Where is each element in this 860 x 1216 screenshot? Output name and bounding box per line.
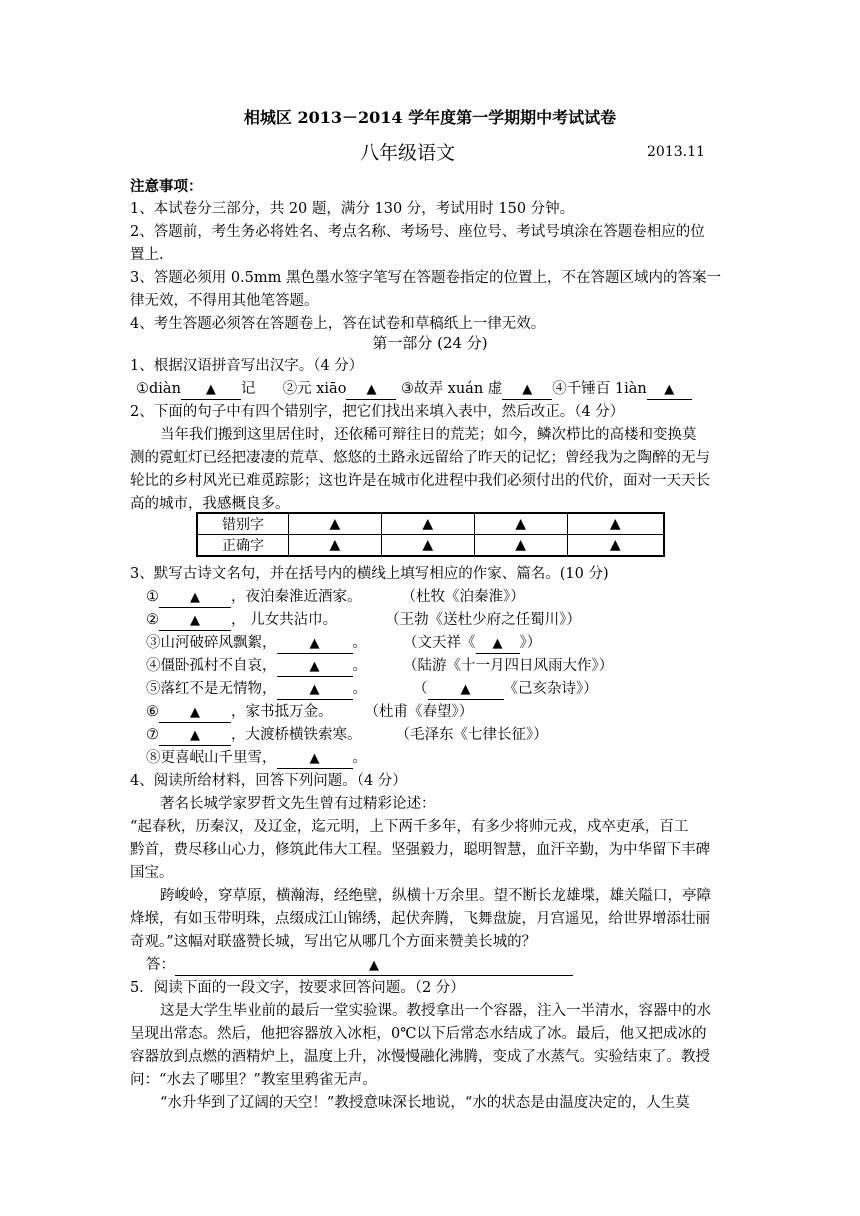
q3-line-2 <box>146 609 581 632</box>
triangle-marker: ▲ <box>422 516 434 532</box>
table-row <box>197 513 664 535</box>
q3-num: ⑥ <box>146 704 159 720</box>
triangle-marker: ▲ <box>609 537 621 553</box>
error-correction-table <box>196 512 665 557</box>
triangle-marker: ▲ <box>190 590 200 605</box>
q5-para-1: 这是大学生毕业前的最后一堂实验课。教授拿出一个容器，注入一半清水，容器中的水 <box>160 1003 711 1019</box>
triangle-marker: ▲ <box>190 728 200 743</box>
note-2a: 2、答题前，考生务必将姓名、考点名称、考场号、座位号、考试号填涂在答题卷相应的位 <box>130 224 705 240</box>
row-header-correct: 正确字 <box>197 535 289 557</box>
triangle-marker: ▲ <box>309 659 320 674</box>
table-row <box>197 535 664 557</box>
triangle-marker: ▲ <box>609 516 621 532</box>
q3-end: 。 <box>352 658 367 674</box>
q3-num: ② <box>146 612 159 628</box>
triangle-marker: ▲ <box>422 537 434 553</box>
answer-label: 答： <box>146 957 175 973</box>
triangle-marker: ▲ <box>309 751 320 766</box>
q3-end: 。 <box>352 750 367 766</box>
answer-cell[interactable] <box>381 513 474 535</box>
q1-items <box>136 378 692 401</box>
q3-blank-6[interactable] <box>159 703 231 723</box>
q3-text: ，夜泊秦淮近酒家。 <box>231 589 362 605</box>
q2-para-2: 测的霓虹灯已经把凄凄的荒草、悠悠的土路永远留给了昨天的记忆；曾经我为之陶醉的无与 <box>130 450 710 466</box>
q3-text: ⑧更喜岷山千里雪， <box>146 750 277 766</box>
triangle-marker: ▲ <box>366 382 377 397</box>
triangle-marker: ▲ <box>329 537 341 553</box>
triangle-marker: ▲ <box>190 613 200 628</box>
q3-text: ， 儿女共沾巾。 <box>231 612 338 628</box>
q2-stem: 2、下面的句子中有四个错别字，把它们找出来填入表中，然后改正。（4 分） <box>130 404 625 420</box>
q3-source-end: 》） <box>519 635 542 651</box>
q3-line-8 <box>146 747 367 770</box>
q3-source: （ <box>413 681 428 697</box>
q3-blank-5-author[interactable] <box>428 680 504 700</box>
q4-para-3: 国宝。 <box>130 865 174 881</box>
q5-para-2: 呈现出常态。然后，他把容器放入冰柜，0℃以下后常态水结成了冰。最后，他又把成冰的 <box>130 1026 707 1042</box>
q3-blank-8[interactable] <box>277 749 353 769</box>
q3-source: （毛泽东《七律长征》） <box>395 727 548 743</box>
answer-cell[interactable] <box>474 513 567 535</box>
q3-source: （王勃《送杜少府之任蜀川》） <box>385 612 581 628</box>
q1-a-pinyin: ①diàn <box>136 381 181 397</box>
triangle-marker: ▲ <box>522 382 533 397</box>
answer-cell[interactable] <box>567 535 664 557</box>
q3-text: ⑤落红不是无情物， <box>146 681 277 697</box>
notes-heading: 注意事项： <box>130 178 203 195</box>
q3-num: ① <box>146 589 159 605</box>
triangle-marker: ▲ <box>369 958 379 973</box>
answer-cell[interactable] <box>381 535 474 557</box>
triangle-marker: ▲ <box>460 682 471 697</box>
exam-subtitle: 八年级语文 <box>360 142 456 164</box>
q3-end: 。 <box>352 681 367 697</box>
q3-source: （文天祥《 <box>403 635 476 651</box>
q1-c-pinyin: ③故弄 xuán 虚 <box>401 381 503 397</box>
answer-cell[interactable] <box>567 513 664 535</box>
q3-source-end: 《己亥杂诗》） <box>503 681 598 697</box>
q3-text: ③山河破碎风飘絮， <box>146 635 277 651</box>
q1-stem: 1、根据汉语拼音写出汉字。（4 分） <box>130 358 364 374</box>
q5-stem: 5．阅读下面的一段文字，按要求回答问题。（2 分） <box>130 980 465 996</box>
triangle-marker: ▲ <box>664 382 675 397</box>
note-4: 4、考生答题必须答在答题卷上，答在试卷和草稿纸上一律无效。 <box>130 316 546 332</box>
q2-para-3: 轮比的乡村风光已难觅踪影；这也许是在城市化进程中我们必须付出的代价，面对一天天长 <box>130 473 710 489</box>
q1-a-blank[interactable] <box>181 380 241 400</box>
triangle-marker: ▲ <box>515 537 527 553</box>
q3-text: ，大渡桥横铁索寒。 <box>231 727 362 743</box>
note-2b: 置上. <box>130 247 164 263</box>
q3-line-7 <box>146 724 548 747</box>
triangle-marker: ▲ <box>309 636 320 651</box>
triangle-marker: ▲ <box>515 516 527 532</box>
q3-source: （杜牧《泊秦淮》） <box>401 589 525 605</box>
q4-para-6: 奇观。”这幅对联盛赞长城，写出它从哪几个方面来赞美长城的？ <box>130 934 537 950</box>
row-header-wrong: 错别字 <box>197 513 289 535</box>
q1-d-pinyin: ④千锤百 1iàn <box>552 381 647 397</box>
q3-num: ⑦ <box>146 727 159 743</box>
q3-blank-3[interactable] <box>277 634 353 654</box>
triangle-marker: ▲ <box>190 705 200 720</box>
q2-para-1: 当年我们搬到这里居住时，还依稀可辩往日的荒芜；如今，鳞次栉比的高楼和变换莫 <box>160 427 697 443</box>
q5-para-4: 问：“水去了哪里？”教室里鸦雀无声。 <box>130 1072 377 1088</box>
q3-line-5 <box>146 678 598 701</box>
answer-cell[interactable] <box>289 513 382 535</box>
exam-date: 2013.11 <box>647 144 705 160</box>
q4-para-1: “起春秋，历秦汉，及辽金，迄元明，上下两千多年，有多少将帅元戎，戍卒吏承，百工 <box>130 819 689 835</box>
answer-cell[interactable] <box>289 535 382 557</box>
q4-para-0: 著名长城学家罗哲文先生曾有过精彩论述： <box>160 796 436 812</box>
q3-end: 。 <box>352 635 367 651</box>
triangle-marker: ▲ <box>309 682 320 697</box>
q3-stem: 3、默写古诗文名句，并在括号内的横线上填写相应的作家、篇名。(10 分) <box>130 566 609 582</box>
q3-blank-7[interactable] <box>159 726 231 746</box>
triangle-marker: ▲ <box>205 382 216 397</box>
q3-text: ，家书抵万金。 <box>231 704 333 720</box>
note-1: 1、本试卷分三部分，共 20 题，满分 130 分，考试用时 150 分钟。 <box>130 201 575 217</box>
q4-answer-blank[interactable] <box>175 956 573 976</box>
q3-line-4 <box>146 655 613 678</box>
q4-answer-line <box>146 954 573 977</box>
q3-source: （陆游《十一月四日风雨大作》） <box>403 658 614 674</box>
q4-para-5: 烽堠，有如玉带明珠，点缀成江山锦绣，起伏奔腾，飞舞盘旋，月宫遥见，给世界增添壮丽 <box>130 911 710 927</box>
part-heading: 第一部分 (24 分) <box>372 334 488 352</box>
note-3a: 3、答题必须用 0.5mm 黑色墨水签字笔写在答题卷指定的位置上，不在答题区域内的答案一 <box>130 270 721 286</box>
exam-title: 相城区 2013－2014 学年度第一学期期中考试试卷 <box>243 108 617 127</box>
q1-b-blank[interactable] <box>346 380 396 400</box>
triangle-marker: ▲ <box>329 516 341 532</box>
q4-para-2: 黔首，费尽移山心力，修筑此伟大工程。坚强毅力，聪明智慧，血汗辛勤，为中华留下丰碑 <box>130 842 710 858</box>
q3-blank-5[interactable] <box>277 680 353 700</box>
q3-blank-1[interactable] <box>159 588 231 608</box>
q3-blank-3-title[interactable] <box>476 634 520 654</box>
q3-source: （杜甫《春望》） <box>364 704 474 720</box>
q1-c-blank[interactable] <box>502 380 552 400</box>
q3-line-6 <box>146 701 473 724</box>
q4-stem: 4、阅读所给材料，回答下列问题。（4 分） <box>130 773 407 789</box>
triangle-marker: ▲ <box>492 636 503 651</box>
q3-blank-2[interactable] <box>159 611 231 631</box>
note-3b: 律无效，不得用其他笔答题。 <box>130 293 319 309</box>
answer-cell[interactable] <box>474 535 567 557</box>
q2-para-4: 高的城市，我感概良多。 <box>130 496 290 512</box>
q1-b-pinyin: ②元 xiāo <box>282 381 347 397</box>
q3-blank-4[interactable] <box>277 657 353 677</box>
q1-a-suffix: 记 <box>240 381 256 397</box>
q5-para-3: 容器放到点燃的酒精炉上，温度上升，冰慢慢融化沸腾，变成了水蒸气。实验结束了。教授 <box>130 1049 710 1065</box>
q3-text: ④僵卧孤村不自哀， <box>146 658 277 674</box>
q1-d-blank[interactable] <box>647 380 692 400</box>
q4-para-4: 跨峻岭，穿草原，横瀚海，经绝壁，纵横十万余里。望不断长龙雄堞，雄关隘口，亭障 <box>160 888 711 904</box>
q3-line-1 <box>146 586 525 609</box>
q3-line-3 <box>146 632 541 655</box>
q5-para-5: “水升华到了辽阔的天空！”教授意味深长地说，“水的状态是由温度决定的，人生莫 <box>160 1095 690 1111</box>
